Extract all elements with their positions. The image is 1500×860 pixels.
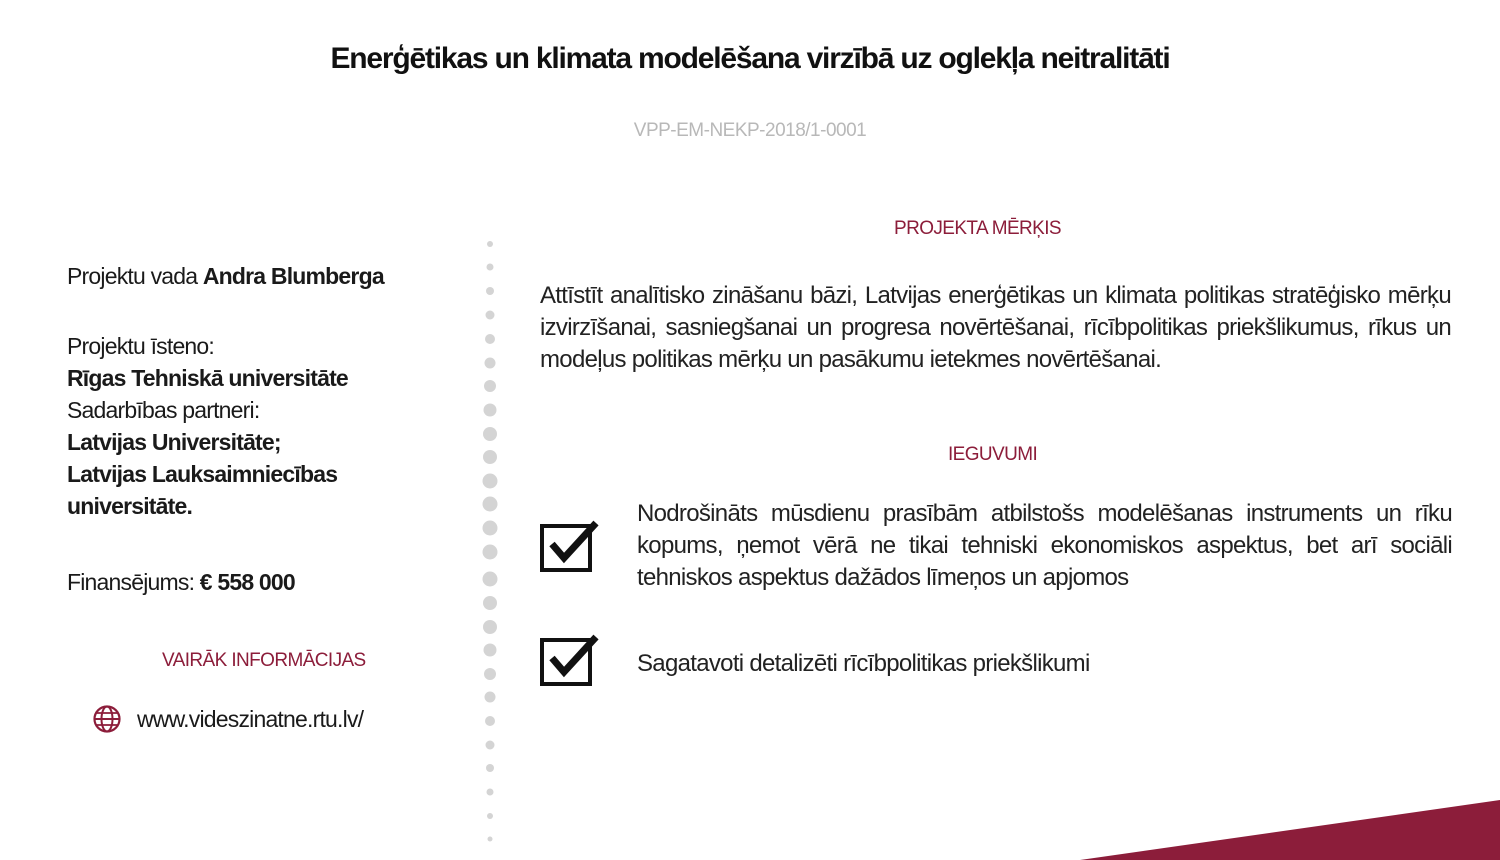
more-info-heading: VAIRĀK INFORMĀCIJAS [162,650,366,671]
benefit-text: Nodrošināts mūsdienu prasībām atbilstošs modelēšanas instruments un rīku kopums, ņemot vērā ne tikai tehniski ekonomiskos aspektus, bet arī sociāli tehniskos aspektus dažādos līmeņos un apjomos [637,500,1452,591]
funding-value: € 558 000 [199,569,295,595]
website-link[interactable]: www.videszinatne.rtu.lv/ [137,705,364,732]
implementer-name: Rīgas Tehniskā universitāte [67,365,348,391]
partner-name: universitāte. [67,493,193,519]
funding-label: Finansējums: [67,569,200,595]
benefit-item [540,634,1452,688]
implementers [67,330,348,522]
project-code: VPP-EM-NEKP-2018/1-0001 [633,120,867,141]
project-lead-label: Projektu vada [67,263,203,289]
website-row[interactable] [92,704,363,734]
checkbox-checked-icon [540,634,600,688]
partners-label: Sadarbības partneri: [67,397,260,423]
funding [67,566,295,598]
checkbox-checked-icon [540,520,600,574]
project-lead [67,260,384,292]
page-title: Enerģētikas un klimata modelēšana virzībā uz oglekļa neitralitāti [330,42,1170,75]
partner-name: Latvijas Universitāte; [67,429,281,455]
implementer-label: Projektu īsteno: [67,333,215,359]
goal-heading: PROJEKTA MĒRĶIS [894,218,1061,239]
goal-text: Attīstīt analītisko zināšanu bāzi, Latvijas enerģētikas un klimata politikas stratēģisko mērķu izvirzīšanai, sasniegšanai un progresa novērtēšanai, rīcībpolitikas priekšlikumus, rīkus un modeļus politikas mērķu un pasākumu ietekmes novērtēšanai. [540,282,1451,373]
partner-name: Latvijas Lauksaimniecības [67,461,338,487]
decorative-corner [1040,790,1500,860]
project-lead-name: Andra Blumberga [202,263,384,289]
dotted-divider [482,236,498,856]
benefits-heading: IEGUVUMI [948,444,1038,465]
benefit-text: Sagatavoti detalizēti rīcībpolitikas priekšlikumi [637,650,1090,677]
benefit-item [540,498,1452,594]
globe-icon [92,704,122,734]
